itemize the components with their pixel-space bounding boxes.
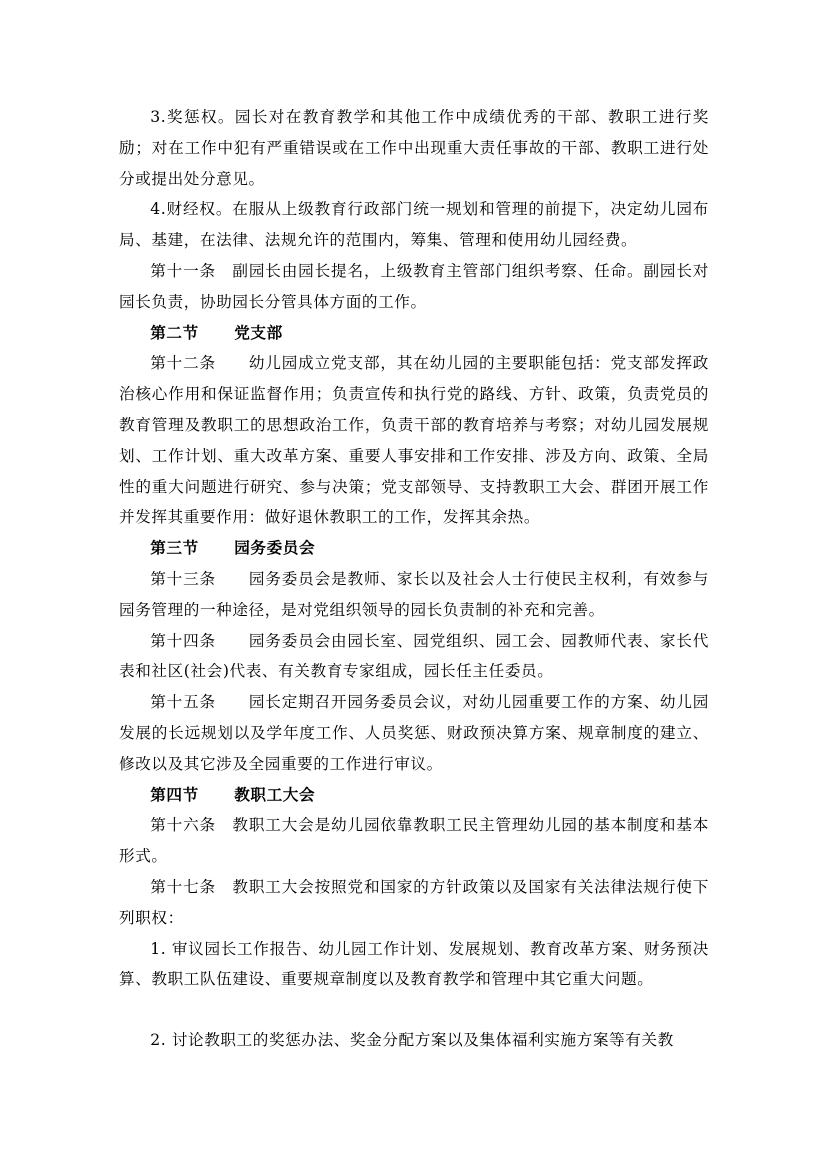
- paragraph: 第十五条 园长定期召开园务委员会议，对幼儿园重要工作的方案、幼儿园发展的长远规划以及学年度工作、人员奖惩、财政预决算方案、规章制度的建立、修改以及其它涉及全园重要的工作进行审议。: [119, 693, 709, 773]
- paragraph: 第十四条 园务委员会由园长室、园党组织、园工会、园教师代表、家长代表和社区(社会)代表、有关教育专家组成，园长任主任委员。: [119, 631, 709, 681]
- section-number: 第三节: [150, 538, 199, 558]
- paragraph: 2. 讨论教职工的奖惩办法、奖金分配方案以及集体福利实施方案等有关教: [150, 1031, 674, 1050]
- paragraph: 第十七条 教职工大会按照党和国家的方针政策以及国家有关法律法规行使下列职权：: [119, 877, 709, 927]
- paragraph: 第十六条 教职工大会是幼儿园依靠教职工民主管理幼儿园的基本制度和基本形式。: [119, 816, 709, 866]
- section-number: 第二节: [150, 322, 199, 342]
- document-page: [119, 102, 709, 1056]
- section-heading: [119, 318, 709, 349]
- section-title: 园务委员会: [234, 538, 316, 558]
- section-number: 第四节: [150, 784, 199, 804]
- paragraph: 1. 审议园长工作报告、幼儿园工作计划、发展规划、教育改革方案、财务预决算、教职工队伍建设、重要规章制度以及教育教学和管理中其它重大问题。: [119, 939, 709, 989]
- section-title: 教职工大会: [234, 784, 316, 804]
- paragraph: 4.财经权。在服从上级教育行政部门统一规划和管理的前提下，决定幼儿园布局、基建，在法律、法规允许的范围内，筹集、管理和使用幼儿园经费。: [119, 200, 709, 250]
- blank-line: [119, 995, 709, 1025]
- paragraph: 第十三条 园务委员会是教师、家长以及社会人士行使民主权利，有效参与园务管理的一种途径，是对党组织领导的园长负责制的补充和完善。: [119, 569, 709, 619]
- paragraph: 3.奖惩权。园长对在教育教学和其他工作中成绩优秀的干部、教职工进行奖励；对在工作中犯有严重错误或在工作中出现重大责任事故的干部、教职工进行处分或提出处分意见。: [119, 108, 709, 188]
- section-heading: [119, 533, 709, 564]
- section-heading: [119, 780, 709, 811]
- section-title: 党支部: [234, 322, 283, 342]
- paragraph: 第十二条 幼儿园成立党支部，其在幼儿园的主要职能包括：党支部发挥政治核心作用和保证监督作用；负责宣传和执行党的路线、方针、政策，负责党员的教育管理及教职工的思想政治工作，负责干部的教育培养与考察；对幼儿园发展规划、工作计划、重大改革方案、重要人事安排和工作安排、涉及方向、政策、全局性的重大问题进行研究、参与决策；党支部领导、支持教职工大会、群团开展工作并发挥其重要作用：做好退休教职工的工作，发挥其余热。: [119, 354, 709, 527]
- paragraph: 第十一条 副园长由园长提名，上级教育主管部门组织考察、任命。副园长对园长负责，协助园长分管具体方面的工作。: [119, 261, 709, 311]
